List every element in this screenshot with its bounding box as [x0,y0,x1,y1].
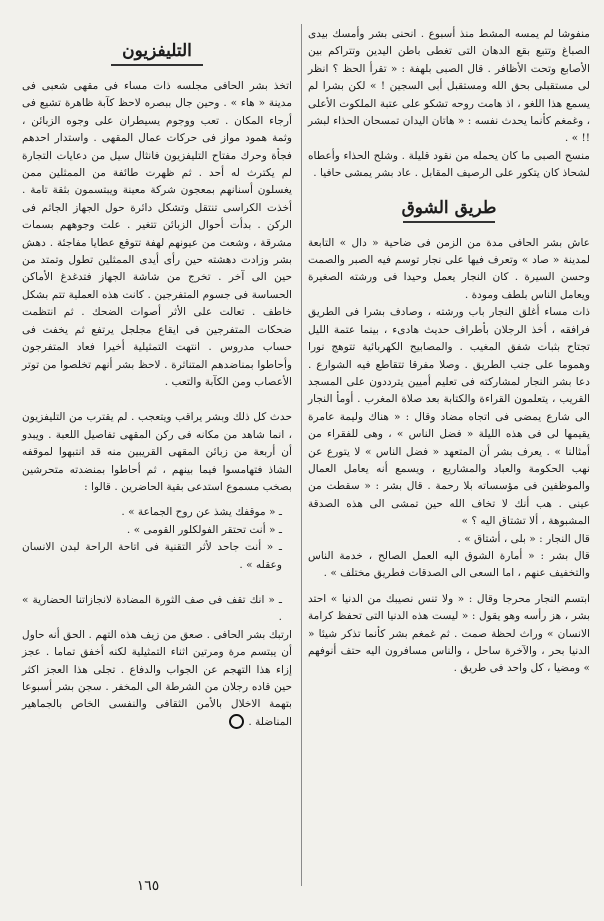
road-paragraph-5: ابتسم النجار محرجا وقال : « ولا تنس نصيبك من الدنيا » احتد بشر ، هز رأسه وهو يقول : « ليست هذه الدنيا التى تحفظ كرامة الانسان » وراث لحظة صمت . ثم غمغم بشر كأنما تذكر شيئا « الدنيا بحر ، والآخرة ساحل ، والناس مسافرون اليه حتف أنوفهم » ومضيا ، كل واحد فى طريق . [308,592,590,675]
road-paragraph-1: عاش بشر الحافى مدة من الزمن فى ضاحية « دال » التابعة لمدينة « صاد » وتعرف فيها على نجار توسم فيه الصبر والصمت وحسن السيرة . كان النجار يعمل وحيدا فى ورشته الصغيرة ويعامل الناس بلطف ومودة . [308,236,590,301]
road-paragraph-4: قال بشر : « أمارة الشوق اليه العمل الصالح ، خدمة الناس والتخفيف عنهم ، اما السعى الى الصدقات فطريق مختلف » . [308,549,590,580]
column-divider [301,24,302,886]
spacer [308,583,590,591]
spacer [22,574,292,592]
page-number: ١٦٥ [136,878,160,894]
section-title-road-of-longing [308,197,590,223]
accusation-quote-2: ـ « أنت تحتقر الفولكلور القومى » . [126,523,282,536]
title-underline [403,221,495,223]
road-paragraph-2: ذات مساء أغلق النجار باب ورشته ، وصادف بشرا فى الطريق فرافقه ، أخذ الرجلان بأطراف حديث هادىء ، بينما عتمة الليل تجتاح بثبات شفق المغيب . والمصابيح الكهربائية تتوهج نورا وهموما على جنب الطريق . وصلا مفرقا تتقاطع فيه الشوارع . دعا بشر النجار لمشاركته فى تعليم أميين يترددون على المسجد القريب ، يتعلمون القراءة والكتابة بعد صلاة المغرب . أومأ النجار الى شارع يمضى فى اتجاه مضاد وقال : « هناك وليمة عامرة يقيمها لى فى هذه الليلة « فضل الناس » ، وهى للفقراء من أمثالنا » . يعرف بشر أن المتعهد « فضل الناس » لا يتورع عن نهب الحكومة والعباد والمشاريع ، ويسمع أنه يعامل العمال والموظفين فى مؤسساته بلا رحمة . قال بشر : « سقطت من عينى . هب أنك لا تخاف الله حين تمشى الى هذه الصدقة المشبوهة ، ألا تشتاق اليه ؟ » [308,306,590,528]
end-of-chapter-icon [229,714,244,729]
accusation-quote-4: ـ « انك تقف فى صف الثورة المضادة لانجازاتنا الحضارية » . [22,593,282,624]
title-underline [111,64,203,66]
closing-text: ارتبك بشر الحافى . صعق من زيف هذه التهم . الحق أنه حاول أن يبتسم مرة ومرتين اثناء التمثيلية لكنه أخفق تماما . عجز إزاء هذا التهجم عن الجواب والدفاع . تجلى هذا العجز اكثر حين قاده رجلان من الشرطة الى المخفر . سجن بشر أسبوعا بتهمة الاخلال بالأمن الثقافى والنفسى الخاص بالجماهير المناضلة . [22,628,292,728]
tv-paragraph-1: اتخذ بشر الحافى مجلسه ذات مساء فى مقهى شعبى فى مدينة « هاء » . وحين جال ببصره لاحظ كآبة ظاهرة تشيع فى أرجاء المكان . تعب ووجوم يسيطران على وجوه الزبائن ، وثمة همود مواز فى حركات عمال المقهى . واستدار احدهم فجأة وحرك مفتاح التليفزيون فانثال سيل من دعايات التجارة لم يكترث له أحد . ثم ظهرت طائفة من الممثلين ممن يغسلون أسنانهم بمعجون شركة معينة ويبتسمون بثقة تامة . أخذت الكراسى تنتقل وتشكل دائرة حول الجهاز الجاثم فى الركن . بدأت أحوال الزبائن تتغير . علت وجوههم بسمات مشرقة ، وشعت من عيونهم لهفة تتوقع عطايا مفاجئة . دهش بشر وزادت دهشته حين رأى أيدى الممثلين تطول وتمتد من حين الى آخر . تخرج من شاشة الجهاز فتدغدغ الأماكن الحساسة فى جسوم المتفرجين . كانت هذه العملية تتم بشكل خاطف . تعالت على الأثر أصوات الضحك . ثم انتظمت ضحكات المتفرجين فى ايقاع مجلجل يرتفع ثم يخفت فى حساب مدروس . انتهت التمثيلية أخيرا فعاد المتفرجون وأحاطوا بمناضدهم المتناثرة . لاحظ بشر أنهم تخلصوا من توتر الأعصاب ومن الكآبة والتعب . [22,80,292,388]
spacer [22,496,292,504]
tv-paragraph-2: حدث كل ذلك وبشر يراقب ويتعجب . لم يقترب من التليفزيون ، انما شاهد من مكانه فى ركن المقهى تفاصيل اللعبة . ويبدو أن أربعة من زبائن المقهى القريبين منه قد انتبهوا لموقفه الشاذ فتهامسوا فيما بينهم ، ثم أحاطوا بمنضدته متحرشين بصخب مسموع استدعى بقية الحاضرين . قالوا : [22,411,292,493]
intro-paragraph-1: منفوشا لم يمسه المشط منذ أسبوع . انحنى بشر وأمسك بيدى الصباغ وتتبع بقع الدهان التى تغطى باطن اليدين وتتراكم بين الأصابع وتحت الأظافر . قال الصبى بلهفة : « تقرأ الحظ ؟ انظر لى مستقبلى بحق الله ومستقبل أبى السجين ! » لكن بشرا لم يسمع هذا اللغو ، اذ هامت روحه تشكو على عتبة الملكوت الأعلى ، وغمغم كأنما يحدث نفسه : « هاتان اليدان تمسحان الحذاء لبشر !! » . [308,28,590,145]
section-title-text: التليفزيون [122,41,192,61]
accusation-quote-3: ـ « أنت جاحد لأثر التقنية فى اتاحة الراحة لبدن الانسان وعقله » . [22,541,282,571]
section-title-television [22,40,292,66]
accusation-quote-1: ـ « موقفك يشذ عن روح الجماعة » . [121,506,282,519]
intro-paragraph-2: منسح الصبى ما كان يحمله من نقود قليلة . وشلح الحذاء وأعطاه لشحاذ كان يتكور على الرصيف المقابل . عاد بشر يمشى حافيا . [308,149,590,180]
spacer [22,391,292,409]
section-title-text: طريق الشوق [401,197,497,218]
right-column [308,26,590,678]
road-paragraph-3: قال النجار : « بلى ، أشتاق » . [457,532,590,545]
tv-closing-paragraph [22,627,292,731]
left-column [22,26,292,731]
